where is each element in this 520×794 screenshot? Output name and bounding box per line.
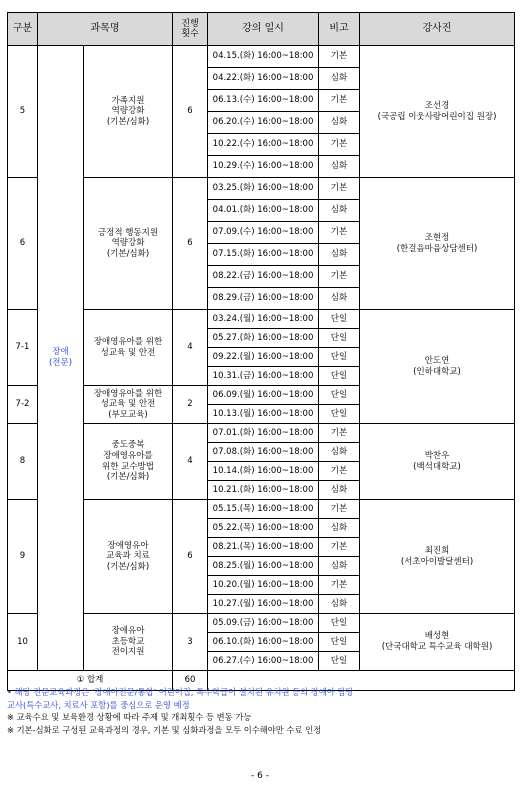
header-gubun: 구분	[8, 13, 38, 46]
session-date: 10.14.(화) 16:00~18:00	[208, 462, 319, 481]
note-line: • 해당 전문교육과정은 ‘장애아전문/통합’ 어린이집, 특수학급이 설치된 유치원 등의 장애아 담당 교사(특수교사, 치료사 포함)를 중심으로 운영 예정	[7, 687, 354, 710]
session-date: 04.15.(화) 16:00~18:00	[208, 46, 319, 68]
session-date: 05.27.(화) 16:00~18:00	[208, 329, 319, 348]
group-id: 7-1	[8, 310, 38, 386]
session-date: 08.29.(금) 16:00~18:00	[208, 288, 319, 310]
session-note: 단일	[319, 310, 360, 329]
session-date: 06.09.(월) 16:00~18:00	[208, 386, 319, 405]
session-count: 6	[173, 46, 208, 178]
session-note: 심화	[319, 200, 360, 222]
session-count: 6	[173, 500, 208, 614]
session-note: 기본	[319, 462, 360, 481]
session-date: 09.22.(월) 16:00~18:00	[208, 348, 319, 367]
session-date: 07.15.(화) 16:00~18:00	[208, 244, 319, 266]
session-date: 05.22.(목) 16:00~18:00	[208, 519, 319, 538]
course-name: 장애영유아 교육과 치료 (기본/심화)	[84, 500, 173, 614]
session-note: 심화	[319, 244, 360, 266]
session-note: 단일	[319, 614, 360, 633]
session-date: 08.21.(목) 16:00~18:00	[208, 538, 319, 557]
session-date: 10.27.(월) 16:00~18:00	[208, 595, 319, 614]
session-date: 10.22.(수) 16:00~18:00	[208, 134, 319, 156]
session-date: 07.01.(화) 16:00~18:00	[208, 424, 319, 443]
session-date: 06.27.(수) 16:00~18:00	[208, 652, 319, 671]
session-note: 단일	[319, 367, 360, 386]
course-name: 장애유아 초등학교 전이지원	[84, 614, 173, 671]
session-date: 06.20.(수) 16:00~18:00	[208, 112, 319, 134]
header-note: 비고	[319, 13, 360, 46]
session-note: 기본	[319, 178, 360, 200]
session-note: 심화	[319, 519, 360, 538]
session-note: 단일	[319, 652, 360, 671]
instructor: 안도연 (인하대학교)	[360, 310, 515, 424]
instructor: 최진희 (서초아이발달센터)	[360, 500, 515, 614]
session-count: 2	[173, 386, 208, 424]
session-date: 07.08.(화) 16:00~18:00	[208, 443, 319, 462]
session-note: 기본	[319, 134, 360, 156]
session-note: 기본	[319, 576, 360, 595]
group-id: 9	[8, 500, 38, 614]
session-date: 03.24.(월) 16:00~18:00	[208, 310, 319, 329]
group-id: 6	[8, 178, 38, 310]
notes	[7, 686, 513, 736]
session-note: 기본	[319, 90, 360, 112]
header-count: 진행 횟수	[173, 13, 208, 46]
header-date: 강의 일시	[208, 13, 319, 46]
session-note: 심화	[319, 288, 360, 310]
table-row	[8, 310, 515, 329]
session-date: 10.20.(월) 16:00~18:00	[208, 576, 319, 595]
session-date: 10.13.(월) 16:00~18:00	[208, 405, 319, 424]
session-date: 04.22.(화) 16:00~18:00	[208, 68, 319, 90]
group-id: 5	[8, 46, 38, 178]
session-note: 기본	[319, 46, 360, 68]
session-note: 단일	[319, 633, 360, 652]
schedule-table	[7, 12, 515, 691]
session-note: 기본	[319, 500, 360, 519]
session-date: 08.25.(월) 16:00~18:00	[208, 557, 319, 576]
course-name: 가족지원 역량강화 (기본/심화)	[84, 46, 173, 178]
session-date: 05.15.(목) 16:00~18:00	[208, 500, 319, 519]
table-row	[8, 178, 515, 200]
session-note: 단일	[319, 348, 360, 367]
page-number: - 6 -	[251, 771, 269, 781]
session-count: 4	[173, 310, 208, 386]
session-note: 기본	[319, 222, 360, 244]
session-note: 심화	[319, 557, 360, 576]
group-id: 7-2	[8, 386, 38, 424]
note-line: ※ 기본-심화로 구성된 교육과정의 경우, 기본 및 심화과정을 모두 이수해야만 수료 인정	[7, 724, 322, 735]
session-date: 07.09.(수) 16:00~18:00	[208, 222, 319, 244]
instructor: 조현정 (한걸음마음상담센터)	[360, 178, 515, 310]
session-note: 심화	[319, 595, 360, 614]
instructor: 배성현 (단국대학교 특수교육 대학원)	[360, 614, 515, 671]
session-note: 단일	[319, 329, 360, 348]
session-note: 단일	[319, 386, 360, 405]
session-date: 05.09.(금) 16:00~18:00	[208, 614, 319, 633]
table-row	[8, 614, 515, 633]
course-name: 장애영유아를 위한 성교육 및 안전	[84, 310, 173, 386]
note-line: ※ 교육수요 및 보육환경 상황에 따라 주제 및 개최횟수 등 변동 가능	[7, 712, 252, 722]
session-date: 04.01.(화) 16:00~18:00	[208, 200, 319, 222]
session-note: 기본	[319, 538, 360, 557]
course-name: 중도중복 장애영유아를 위한 교수방법 (기본/심화)	[84, 424, 173, 500]
session-date: 06.10.(화) 16:00~18:00	[208, 633, 319, 652]
table-row	[8, 46, 515, 68]
session-note: 심화	[319, 156, 360, 178]
session-count: 6	[173, 178, 208, 310]
table-row	[8, 424, 515, 443]
total-count: 60	[173, 671, 208, 691]
session-date: 10.21.(화) 16:00~18:00	[208, 481, 319, 500]
session-count: 4	[173, 424, 208, 500]
instructor: 조선경 (국공립 이웃사랑어린이집 원장)	[360, 46, 515, 178]
header-course: 과목명	[38, 13, 173, 46]
session-note: 심화	[319, 443, 360, 462]
session-date: 10.31.(금) 16:00~18:00	[208, 367, 319, 386]
session-note: 심화	[319, 481, 360, 500]
session-note: 단일	[319, 405, 360, 424]
session-note: 기본	[319, 424, 360, 443]
group-id: 8	[8, 424, 38, 500]
course-name: 긍정적 행동지원 역량강화 (기본/심화)	[84, 178, 173, 310]
session-count: 3	[173, 614, 208, 671]
session-date: 08.22.(금) 16:00~18:00	[208, 266, 319, 288]
session-note: 심화	[319, 68, 360, 90]
session-note: 심화	[319, 112, 360, 134]
total-label: ① 합계	[8, 671, 173, 691]
group-id: 10	[8, 614, 38, 671]
session-date: 10.29.(수) 16:00~18:00	[208, 156, 319, 178]
header-row	[8, 13, 515, 46]
header-instructor: 강사진	[360, 13, 515, 46]
table-row	[8, 500, 515, 519]
instructor: 박찬우 (백석대학교)	[360, 424, 515, 500]
category-label: 장애 (전문)	[38, 46, 84, 671]
session-note: 기본	[319, 266, 360, 288]
session-date: 03.25.(화) 16:00~18:00	[208, 178, 319, 200]
course-name: 장애영유아를 위한 성교육 및 안전 (부모교육)	[84, 386, 173, 424]
session-date: 06.13.(수) 16:00~18:00	[208, 90, 319, 112]
